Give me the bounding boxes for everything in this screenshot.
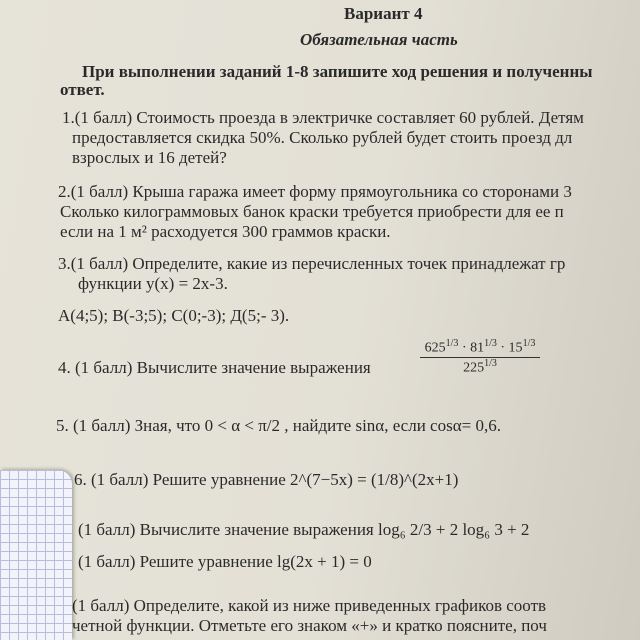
task-8-line-1: (1 балл) Решите уравнение lg(2x + 1) = 0 — [78, 552, 372, 571]
task-1-line-2: предоставляется скидка 50%. Сколько рублей будет стоить проезд дл — [72, 128, 573, 147]
task-5-line-1: 5. (1 балл) Зная, что 0 < α < π/2 , найдите sinα, если cosα= 0,6. — [56, 416, 501, 435]
task-9-line-1: (1 балл) Определите, какой из ниже приведенных графиков соотв — [72, 596, 547, 615]
variant-title: Вариант 4 — [344, 4, 423, 23]
task-2-line-1: 2.(1 балл) Крыша гаража имеет форму прямоугольника со сторонами 3 — [58, 182, 572, 201]
task-1-line-3: взрослых и 16 детей? — [72, 148, 227, 167]
task-2-line-3: если на 1 м² расходуется 300 граммов краски. — [60, 222, 391, 241]
task-1-line-1: 1.(1 балл) Стоимость проезда в электричке составляет 60 рублей. Детям — [62, 108, 584, 127]
task-3-points: А(4;5); В(-3;5); С(0;-3); Д(5;- 3). — [58, 306, 290, 325]
task-4-denominator: $225^{1/3}$ — [463, 357, 497, 376]
task-7-line-1: (1 балл) Вычислите значение выражения log₆ 2/3 + 2 log₆ 3 + 2 — [78, 520, 530, 539]
instruction-line-2: ответ. — [60, 80, 105, 99]
instruction-line-1: При выполнении заданий 1-8 запишите ход решения и полученны — [82, 62, 593, 81]
task-9-line-2: четной функции. Отметьте его знаком «+» и кратко поясните, поч — [72, 616, 547, 635]
task-4-numerator: $625^{1/3} \cdot 81^{1/3} \cdot 15^{1/3}$ — [420, 338, 540, 358]
section-subtitle: Обязательная часть — [300, 30, 458, 49]
task-4-line-1: 4. (1 балл) Вычислите значение выражения — [58, 358, 371, 377]
task-4-fraction — [420, 338, 540, 376]
task-6-line-1: 6. (1 балл) Решите уравнение 2^(7−5x) = (1/8)^(2x+1) — [74, 470, 459, 489]
task-3-line-2: функции y(x) = 2x-3. — [78, 274, 228, 293]
task-3-line-1: 3.(1 балл) Определите, какие из перечисленных точек принадлежат гр — [58, 254, 566, 273]
task-2-line-2: Сколько килограммовых банок краски требуется приобрести для ее п — [60, 202, 564, 221]
notebook-corner — [0, 470, 72, 640]
